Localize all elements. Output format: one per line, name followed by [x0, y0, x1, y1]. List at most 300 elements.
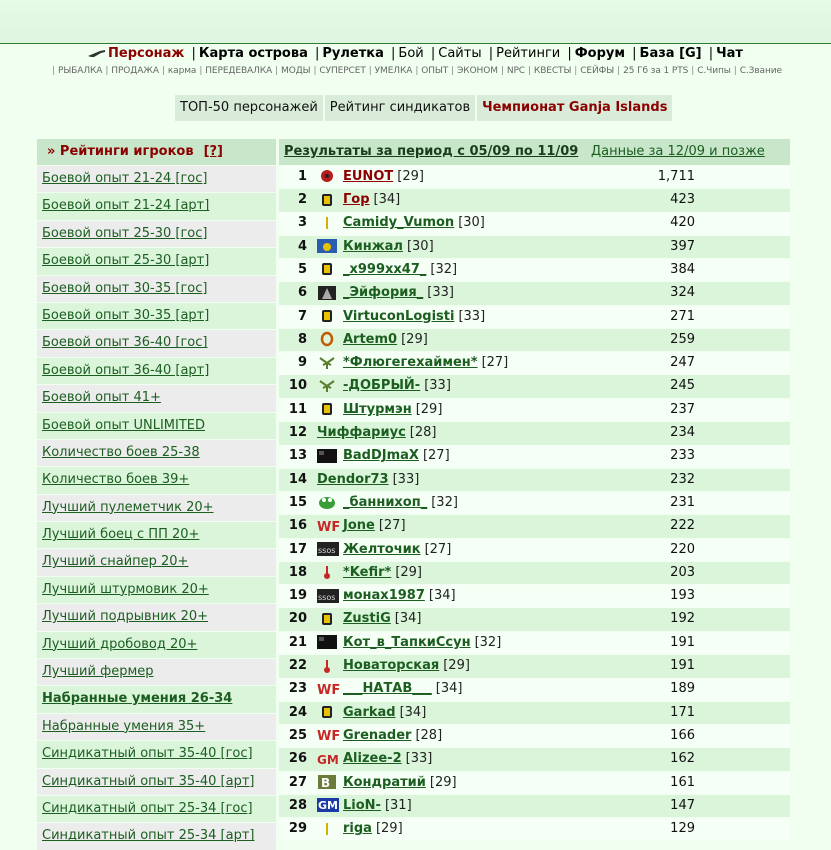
next-period-link[interactable]: Данные за 12/09 и позже: [591, 144, 765, 159]
player-name-link[interactable]: Чиффариус: [317, 425, 406, 441]
player-level: [33]: [427, 285, 454, 301]
score-value: 259: [670, 331, 695, 347]
subnav-item[interactable]: МОДЫ: [281, 66, 311, 76]
rank-number: 10: [288, 378, 307, 394]
score-value: 191: [670, 658, 695, 674]
player-name-link[interactable]: *Kefir*: [343, 564, 392, 580]
player-name-link[interactable]: ZustiG: [343, 611, 391, 627]
clan-yellow-bar-icon: [317, 822, 337, 836]
rating-category-item[interactable]: [37, 221, 276, 247]
player-name-link[interactable]: монах1987: [343, 588, 425, 604]
player-name-link[interactable]: Dendor73: [317, 471, 389, 487]
tab-top50[interactable]: ТОП-50 персонажей: [175, 95, 323, 121]
clan-blue-badge-icon: [317, 239, 337, 253]
player-level: [34]: [435, 681, 463, 697]
player-cell: [317, 352, 635, 375]
rank-number: 28: [288, 797, 307, 813]
player-cell: [317, 772, 635, 795]
rank-number: 4: [297, 238, 307, 254]
clan-black-box-icon: [317, 449, 337, 463]
player-cell: [317, 562, 635, 585]
player-name-link[interactable]: Новаторская: [343, 658, 440, 674]
score-value: 147: [670, 797, 695, 813]
clan-yellow-badge-icon: [317, 705, 337, 719]
subnav-item[interactable]: С.Звание: [739, 66, 782, 76]
table-row: [279, 562, 790, 585]
rating-category-link[interactable]: Боевой опыт 36-40 [арт]: [42, 362, 210, 378]
clan-leaf-icon: [318, 379, 336, 393]
clan-leaf-icon: [318, 356, 336, 370]
table-row: [279, 306, 790, 329]
player-cell: [317, 189, 635, 212]
clan-yellow-badge-icon: [317, 309, 337, 323]
player-cell: [317, 469, 635, 492]
player-cell: [317, 678, 635, 701]
player-level: [28]: [409, 425, 437, 441]
player-level: [34]: [399, 704, 427, 720]
rating-category-link[interactable]: Набранные умения 26-34: [42, 691, 233, 707]
clan-black-box-icon: [317, 635, 337, 649]
player-cell: [317, 375, 635, 398]
rating-category-link[interactable]: Набранные умения 35+: [42, 718, 206, 734]
rating-category-link[interactable]: Боевой опыт 30-35 [гос]: [42, 280, 208, 296]
clan-orange-ring-icon: [317, 332, 337, 346]
rating-category-link[interactable]: Количество боев 25-38: [42, 444, 200, 460]
nav-base[interactable]: База [G]: [639, 46, 702, 61]
player-cell: [317, 445, 635, 468]
subnav-item[interactable]: КВЕСТЫ: [533, 66, 572, 76]
rating-category-item[interactable]: [37, 549, 276, 575]
subnav-item[interactable]: УМЕЛКА: [374, 66, 413, 76]
score-value: 189: [670, 681, 695, 697]
rating-category-link[interactable]: Лучший дробовод 20+: [42, 636, 198, 652]
rating-category-item[interactable]: [37, 413, 276, 439]
rating-category-link[interactable]: Синдикатный опыт 25-34 [гос]: [42, 800, 253, 816]
left-panel-header: [37, 139, 276, 165]
player-level: [29]: [429, 774, 457, 790]
clan-yellow-badge-icon: [321, 612, 333, 626]
player-name-link[interactable]: Camidy_Vumon: [343, 215, 455, 231]
clan-gm-red-icon: [317, 752, 339, 766]
rank-number: 2: [297, 192, 307, 208]
score-value: 237: [670, 401, 695, 417]
clan-frog-icon: [317, 495, 337, 509]
table-row: [279, 422, 790, 445]
player-cell: [317, 632, 635, 655]
rating-category-item[interactable]: [37, 385, 276, 411]
player-level: [34]: [394, 611, 422, 627]
player-level: [32]: [430, 261, 458, 277]
rating-category-item[interactable]: [37, 303, 276, 329]
clan-gray-figure-icon: [317, 286, 337, 300]
player-name-link[interactable]: riga: [343, 821, 372, 837]
rating-category-item[interactable]: [37, 276, 276, 302]
rating-category-link[interactable]: Лучший подрывник 20+: [42, 609, 209, 625]
score-value: 271: [670, 308, 695, 324]
player-name-link[interactable]: Гор: [343, 192, 370, 208]
rank-number: 25: [288, 727, 307, 743]
score-value: 233: [670, 448, 695, 464]
clan-gm-red-icon: [317, 752, 337, 766]
player-name-link[interactable]: Alizee-2: [343, 751, 402, 767]
rating-category-link[interactable]: Лучший штурмовик 20+: [42, 581, 209, 597]
score-value: 384: [670, 261, 695, 277]
rating-category-item[interactable]: [37, 495, 276, 521]
player-cell: [317, 725, 635, 748]
player-cell: [317, 702, 635, 725]
rating-category-item[interactable]: [37, 248, 276, 274]
player-name-link[interactable]: BadDJmaX: [343, 448, 419, 464]
subnav-item[interactable]: ПРОДАЖА: [111, 66, 159, 76]
rank-number: 3: [297, 215, 307, 231]
clan-leaf-icon: [317, 356, 337, 370]
clan-yellow-badge-icon: [317, 262, 337, 276]
player-cell: [317, 515, 635, 538]
clan-yellow-bar-icon: [324, 822, 330, 836]
player-name-link[interactable]: Штурмэн: [343, 401, 412, 417]
subnav-item[interactable]: ПЕРЕДЕВАЛКА: [205, 66, 273, 76]
rank-number: 24: [288, 704, 307, 720]
player-cell: [317, 236, 635, 259]
table-row: [279, 399, 790, 422]
clan-yellow-bar-icon: [324, 216, 330, 230]
clan-red-circle-icon: [317, 169, 337, 183]
rating-category-link[interactable]: Лучший пулеметчик 20+: [42, 499, 214, 515]
table-row: [279, 585, 790, 608]
player-cell: [317, 282, 635, 305]
help-link[interactable]: [?]: [203, 144, 223, 159]
rank-number: 21: [288, 634, 307, 650]
rating-category-link[interactable]: Боевой опыт 21-24 [арт]: [42, 198, 210, 214]
rating-category-item[interactable]: [37, 714, 276, 740]
player-cell: [317, 585, 635, 608]
rating-category-item[interactable]: [37, 166, 276, 192]
player-name-link[interactable]: LioN-: [343, 797, 381, 813]
left-panel: [37, 139, 276, 850]
clan-dark-bar-icon: [317, 589, 339, 603]
player-cell: [317, 655, 635, 678]
table-row: [279, 608, 790, 631]
player-cell: [317, 212, 635, 235]
clan-wf-logo-icon: [317, 682, 341, 698]
table-row: [279, 259, 790, 282]
player-cell: [317, 422, 635, 445]
rating-category-link[interactable]: Лучший снайпер 20+: [42, 554, 189, 570]
tab-syndicates[interactable]: Рейтинг синдикатов: [325, 95, 475, 121]
clan-yellow-badge-icon: [317, 193, 337, 207]
rating-category-link[interactable]: Боевой опыт UNLIMITED: [42, 417, 206, 433]
score-value: 245: [670, 378, 695, 394]
score-value: 161: [670, 774, 695, 790]
clan-red-circle-icon: [320, 169, 334, 183]
player-name-link[interactable]: Кот_в_ТапкиСсун: [343, 634, 471, 650]
score-value: 1,711: [657, 168, 695, 184]
svg-text:ssos: ssos: [318, 546, 336, 556]
rank-number: 26: [288, 751, 307, 767]
player-level: [33]: [392, 471, 420, 487]
rating-category-item[interactable]: [37, 686, 276, 712]
clan-black-box-icon: [317, 449, 337, 463]
subnav-item[interactable]: карма: [167, 66, 197, 76]
player-level: [33]: [424, 378, 451, 394]
rank-number: 7: [297, 308, 307, 324]
clan-red-drop-icon: [322, 565, 332, 579]
clan-wf-logo-icon: [317, 728, 341, 745]
player-name-link[interactable]: EUNOT: [343, 168, 394, 184]
table-row: [279, 282, 790, 305]
rating-category-item[interactable]: [37, 330, 276, 356]
player-name-link[interactable]: VirtuconLogisti: [343, 308, 455, 324]
left-panel-title: » Рейтинги игроков: [47, 144, 194, 159]
clan-yellow-badge-icon: [321, 309, 333, 323]
nav-sites[interactable]: Сайты: [438, 46, 482, 61]
table-row: [279, 329, 790, 352]
table-row: [279, 515, 790, 538]
subnav-item[interactable]: ЭКОНОМ: [457, 66, 498, 76]
player-cell: [317, 306, 635, 329]
rating-tabs: [175, 95, 672, 121]
rating-category-item[interactable]: [37, 522, 276, 548]
table-row: [279, 539, 790, 562]
clan-b-green-icon: [317, 775, 337, 789]
player-level: [34]: [373, 192, 401, 208]
nav-battle[interactable]: Бой: [398, 46, 424, 61]
rank-number: 29: [288, 821, 307, 837]
table-row: [279, 772, 790, 795]
score-value: 423: [670, 192, 695, 208]
player-cell: [317, 818, 635, 841]
player-level: [29]: [401, 331, 428, 347]
table-row: [279, 352, 790, 375]
table-row: [279, 795, 790, 818]
player-name-link[interactable]: ___НАТАВ___: [343, 681, 432, 697]
svg-text:ssos: ssos: [318, 592, 336, 602]
rating-category-item[interactable]: [37, 577, 276, 603]
clan-red-drop-icon: [322, 659, 332, 673]
table-row: [279, 748, 790, 771]
subnav-item[interactable]: NPC: [506, 66, 525, 76]
player-name-link[interactable]: Кинжал: [343, 238, 403, 254]
player-cell: [317, 166, 635, 189]
score-value: 231: [670, 494, 695, 510]
player-level: [32]: [431, 494, 458, 510]
svg-text:GM: GM: [318, 799, 338, 813]
table-row: [279, 166, 790, 189]
rating-category-item[interactable]: [37, 358, 276, 384]
player-cell: [317, 608, 635, 631]
rating-category-item[interactable]: [37, 769, 276, 795]
table-row: [279, 492, 790, 515]
clan-dark-bar-icon: [317, 542, 339, 556]
svg-text:B: B: [321, 776, 331, 791]
player-level: [33]: [405, 751, 433, 767]
player-level: [27]: [378, 518, 406, 534]
clan-dark-bar-icon: [317, 542, 337, 556]
clan-yellow-badge-icon: [321, 262, 333, 276]
clan-wf-logo-icon: [317, 682, 341, 698]
score-value: 397: [670, 238, 695, 254]
clan-gm-blue-icon: [317, 798, 337, 812]
score-value: 232: [670, 471, 695, 487]
nav-chat[interactable]: Чат: [716, 46, 743, 61]
rank-number: 20: [288, 611, 307, 627]
nav-ratings[interactable]: Рейтинги: [496, 46, 561, 61]
tab-championship[interactable]: Чемпионат Ganja Islands: [477, 95, 672, 121]
rating-category-item[interactable]: [37, 659, 276, 685]
rating-category-link[interactable]: Синдикатный опыт 25-34 [арт]: [42, 828, 255, 844]
player-cell: [317, 259, 635, 282]
table-row: [279, 445, 790, 468]
player-cell: [317, 795, 635, 818]
player-level: [29]: [375, 821, 403, 837]
svg-text:WF: WF: [317, 519, 341, 535]
player-cell: [317, 492, 635, 515]
player-level: [27]: [422, 448, 450, 464]
player-level: [30]: [406, 238, 434, 254]
nav-forum[interactable]: Форум: [574, 46, 625, 61]
player-level: [27]: [424, 541, 452, 557]
table-row: [279, 655, 790, 678]
rating-category-item[interactable]: [37, 632, 276, 658]
player-name-link[interactable]: Garkad: [343, 704, 396, 720]
svg-text:WF: WF: [317, 729, 341, 745]
rank-number: 1: [297, 168, 307, 184]
score-value: 166: [670, 727, 695, 743]
clan-yellow-badge-icon: [321, 402, 333, 416]
rating-category-item[interactable]: [37, 467, 276, 493]
rank-number: 9: [297, 355, 307, 371]
player-cell: [317, 539, 635, 562]
rating-category-link[interactable]: Лучший боец с ПП 20+: [42, 527, 200, 543]
player-level: [29]: [395, 564, 422, 580]
nav-roulette[interactable]: Рулетка: [322, 46, 384, 61]
rating-category-link[interactable]: Синдикатный опыт 35-40 [арт]: [42, 773, 255, 789]
clan-black-box-icon: [317, 635, 337, 649]
rating-category-item[interactable]: [37, 440, 276, 466]
rank-number: 6: [297, 285, 307, 301]
results-header: [279, 139, 790, 165]
player-level: [34]: [428, 588, 456, 604]
player-name-link[interactable]: _Эйфория_: [343, 285, 424, 301]
player-level: [31]: [384, 797, 412, 813]
player-name-link[interactable]: _баннихоп_: [343, 494, 428, 510]
subnav-item[interactable]: 25 Гб за 1 PTS: [623, 66, 689, 76]
score-value: 129: [670, 821, 695, 837]
svg-text:WF: WF: [317, 682, 341, 698]
rating-category-item[interactable]: [37, 741, 276, 767]
rating-category-item[interactable]: [37, 604, 276, 630]
clan-leaf-icon: [317, 379, 337, 393]
clan-gm-blue-icon: [317, 798, 339, 812]
rating-category-link[interactable]: Боевой опыт 41+: [42, 390, 161, 406]
clan-yellow-badge-icon: [321, 193, 333, 207]
score-value: 220: [670, 541, 695, 557]
table-row: [279, 189, 790, 212]
player-name-link[interactable]: -ДОБРЫЙ-: [343, 378, 421, 394]
rank-number: 18: [288, 564, 307, 580]
rank-number: 17: [288, 541, 307, 557]
rating-category-link[interactable]: Боевой опыт 25-30 [арт]: [42, 253, 210, 269]
table-row: [279, 469, 790, 492]
player-level: [29]: [443, 658, 470, 674]
rank-number: 8: [297, 331, 307, 347]
subnav-item[interactable]: СУПЕРСЕТ: [319, 66, 366, 76]
score-value: 162: [670, 751, 695, 767]
player-cell: [317, 399, 635, 422]
table-row: [279, 632, 790, 655]
nav-island-map[interactable]: Карта острова: [198, 46, 308, 61]
rating-category-link[interactable]: Лучший фермер: [42, 664, 154, 680]
player-level: [29]: [415, 401, 443, 417]
score-value: 171: [670, 704, 695, 720]
score-value: 234: [670, 425, 695, 441]
clan-frog-icon: [318, 495, 336, 509]
clan-yellow-bar-icon: [317, 216, 337, 230]
rank-number: 12: [288, 425, 307, 441]
rating-category-item[interactable]: [37, 796, 276, 822]
player-name-link[interactable]: Jone: [343, 518, 375, 534]
rating-category-item[interactable]: [37, 823, 276, 849]
period-label[interactable]: Результаты за период с 05/09 по 11/09: [284, 144, 579, 159]
subnav-item[interactable]: СЕЙФЫ: [580, 66, 615, 76]
rank-number: 27: [288, 774, 307, 790]
player-level: [30]: [458, 215, 485, 231]
results-panel: [279, 139, 790, 841]
player-name-link[interactable]: Artem0: [343, 331, 398, 347]
subnav-item[interactable]: ОПЫТ: [421, 66, 449, 76]
rank-number: 11: [288, 401, 307, 417]
clan-yellow-badge-icon: [317, 612, 337, 626]
rating-category-link[interactable]: Синдикатный опыт 35-40 [гос]: [42, 746, 253, 762]
player-level: [29]: [397, 168, 424, 184]
score-value: 247: [670, 355, 695, 371]
clan-red-drop-icon: [317, 659, 337, 673]
player-name-link[interactable]: _x999xx47_: [343, 261, 427, 277]
subnav-item[interactable]: РЫБАЛКА: [58, 66, 103, 76]
table-row: [279, 212, 790, 235]
rating-category-link[interactable]: Боевой опыт 21-24 [гос]: [42, 171, 208, 186]
subnav-item[interactable]: С.Чипы: [697, 66, 731, 76]
player-level: [33]: [458, 308, 486, 324]
clan-orange-ring-icon: [321, 332, 333, 346]
rank-number: 16: [288, 518, 307, 534]
player-level: [32]: [474, 634, 502, 650]
player-name-link[interactable]: Желточик: [343, 541, 421, 557]
score-value: 324: [670, 285, 695, 301]
rating-category-link[interactable]: Количество боев 39+: [42, 472, 190, 488]
rating-category-link[interactable]: Боевой опыт 30-35 [арт]: [42, 307, 210, 323]
score-value: 193: [670, 588, 695, 604]
rating-category-link[interactable]: Боевой опыт 36-40 [гос]: [42, 335, 208, 351]
clan-yellow-badge-icon: [317, 402, 337, 416]
player-level: [28]: [415, 727, 443, 743]
rank-number: 14: [288, 471, 307, 487]
rank-number: 19: [288, 588, 307, 604]
player-cell: [317, 329, 635, 352]
rating-category-item[interactable]: [37, 193, 276, 219]
rating-category-link[interactable]: Боевой опыт 25-30 [гос]: [42, 225, 208, 241]
rank-number: 5: [297, 261, 307, 277]
player-name-link[interactable]: Grenader: [343, 727, 412, 743]
clan-dark-bar-icon: [317, 589, 337, 603]
player-name-link[interactable]: *Флюгегехаймен*: [343, 355, 478, 371]
player-name-link[interactable]: Кондратий: [343, 774, 426, 790]
table-row: [279, 678, 790, 701]
nav-character[interactable]: Персонаж: [108, 46, 185, 61]
clan-blue-badge-icon: [317, 239, 337, 253]
clan-wf-logo-icon: [317, 728, 341, 745]
rank-number: 15: [288, 494, 307, 510]
